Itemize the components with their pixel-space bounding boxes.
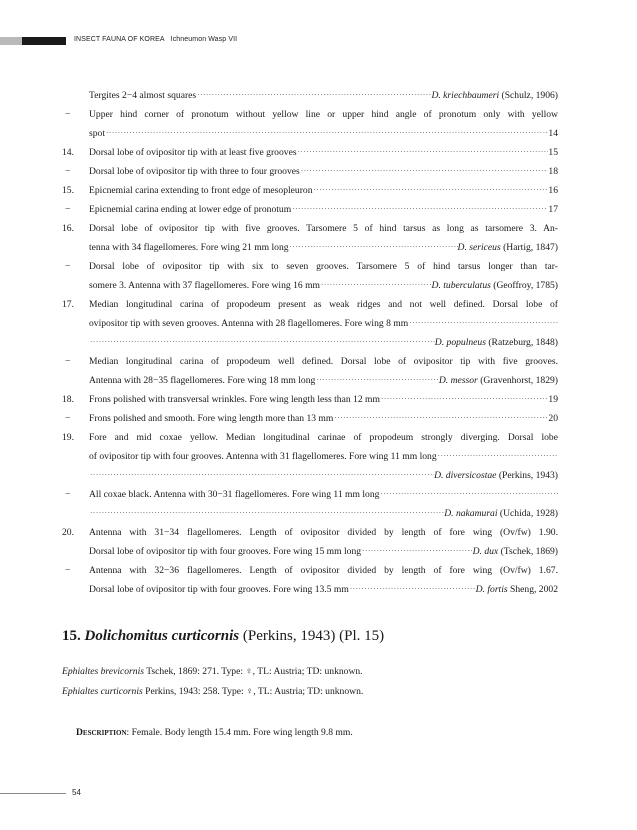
species-result-author: (Perkins, 1943) (496, 470, 558, 481)
key-line-text: Median longitudinal carina of propodeum well defined. Dorsal lobe of ovipositor tip with five grooves. (89, 356, 558, 367)
key-line-result (548, 409, 558, 428)
key-couplet-reference: 20 (548, 413, 558, 424)
key-line (62, 314, 558, 333)
key-couplet-number: − (65, 356, 71, 367)
identification-key (62, 86, 558, 599)
key-line-result (434, 466, 558, 485)
dot-leader (313, 181, 549, 200)
description-text: : Female. Body length 15.4 mm. Fore wing length 9.8 mm. (126, 727, 353, 738)
species-result-author: (Schulz, 1906) (499, 90, 558, 101)
dot-leader (89, 504, 444, 523)
key-line (62, 238, 558, 257)
key-line (62, 105, 558, 124)
key-line (62, 219, 558, 238)
key-line-text: Epicnemial carina extending to front edge of mesopleuron (89, 185, 313, 196)
dot-leader (380, 390, 548, 409)
key-couplet-number: − (65, 204, 71, 215)
key-line (62, 200, 558, 219)
key-line-text: tenna with 34 flagellomeres. Fore wing 21 mm long (89, 242, 289, 253)
key-line-text: Antenna with 31−34 flagellomeres. Length of ovipositor divided by length of fore wing (Ov/fw) 1.90. (89, 527, 558, 538)
key-line (62, 181, 558, 200)
species-number: 15. (62, 628, 81, 644)
key-line (62, 162, 558, 181)
key-line (62, 447, 558, 466)
key-line-result (548, 181, 558, 200)
key-line-result (548, 162, 558, 181)
header-bar-black (22, 37, 66, 45)
key-couplet-number: 14. (62, 147, 74, 158)
species-result: D. populneus (434, 337, 486, 348)
key-line (62, 143, 558, 162)
key-line (62, 580, 558, 599)
key-line-text: Dorsal lobe of ovipositor tip with at least five grooves (89, 147, 297, 158)
key-line-result (473, 542, 558, 561)
dot-leader (89, 333, 435, 352)
key-couplet-reference: 17 (548, 204, 558, 215)
dot-leader (320, 276, 432, 295)
key-couplet-reference: 18 (548, 166, 558, 177)
key-line-text: Tergites 2−4 almost squares (89, 90, 197, 101)
dot-leader (297, 143, 549, 162)
key-line-text: Dorsal lobe of ovipositor tip with five grooves. Tarsomere 5 of hind tarsus as long as tarsomere 3. An- (89, 223, 558, 234)
key-line-text: Median longitudinal carina of propodeum present as weak ridges and not well defined. Dorsal lobe of (89, 299, 558, 310)
key-line-text: Epicnemial carina ending at lower edge of pronotum (89, 204, 292, 215)
dot-leader (89, 466, 434, 485)
key-line-result (431, 86, 558, 105)
species-result: D. tuberculatus (431, 280, 491, 291)
key-line-result (548, 124, 558, 143)
key-line-text: Frons polished with transversal wrinkles. Fore wing length less than 12 mm (89, 394, 380, 405)
key-line-text: spot (89, 128, 105, 139)
key-line (62, 276, 558, 295)
dot-leader (349, 580, 476, 599)
page-number: 54 (72, 788, 81, 797)
key-couplet-reference: 14 (548, 128, 558, 139)
dot-leader (105, 124, 548, 143)
dot-leader (289, 238, 458, 257)
species-result: D. fortis (475, 584, 508, 595)
key-couplet-number: − (65, 261, 71, 272)
key-line (62, 428, 558, 447)
species-result-author: (Ratzeburg, 1848) (485, 337, 558, 348)
key-line-text: Dorsal lobe of ovipositor tip with six to seven grooves. Tarsomere 5 of hind tarsus longer than tar- (89, 261, 558, 272)
key-line-result (548, 390, 558, 409)
key-line-result (548, 143, 558, 162)
dot-leader (300, 162, 549, 181)
dot-leader (291, 200, 548, 219)
key-couplet-number: 19. (62, 432, 74, 443)
key-line (62, 561, 558, 580)
species-result-author: Sheng, 2002 (507, 584, 558, 595)
key-line (62, 352, 558, 371)
species-result: D. messor (438, 375, 478, 386)
key-line-text: Frons polished and smooth. Fore wing length more than 13 mm (89, 413, 334, 424)
key-line-text: somere 3. Antenna with 37 flagellomeres. Fore wing 16 mm (89, 280, 321, 291)
dot-leader (408, 314, 558, 333)
key-line-result (432, 276, 558, 295)
species-result-author: (Uchida, 1928) (497, 508, 558, 519)
key-line-result (458, 238, 558, 257)
key-couplet-number: − (65, 109, 71, 120)
dot-leader (437, 447, 558, 466)
key-line-result (435, 333, 558, 352)
key-line (62, 485, 558, 504)
synonym-name: Ephialtes curticornis (62, 686, 143, 697)
key-couplet-number: 17. (62, 299, 74, 310)
running-header-subtitle: Ichneumon Wasp VII (170, 36, 238, 43)
key-line-text: Dorsal lobe of ovipositor tip with four grooves. Fore wing 15 mm long (89, 546, 362, 557)
key-line (62, 86, 558, 105)
key-couplet-reference: 16 (548, 185, 558, 196)
description-paragraph (76, 727, 353, 738)
key-line (62, 542, 558, 561)
key-couplet-number: 18. (62, 394, 74, 405)
key-couplet-number: − (65, 413, 71, 424)
key-line-text: of ovipositor tip with four grooves. Antenna with 31 flagellomeres. Fore wing 11 mm long (89, 451, 437, 462)
footer-rule (0, 793, 66, 794)
species-result-author: (Tschek, 1869) (498, 546, 558, 557)
species-result-author: (Geoffroy, 1785) (490, 280, 558, 291)
synonym-line (62, 686, 363, 697)
key-line-result (548, 200, 558, 219)
description-label: Description (76, 727, 127, 738)
synonym-details: Tschek, 1869: 271. Type: ♀, TL: Austria; TD: unknown. (143, 666, 363, 677)
key-couplet-number: 16. (62, 223, 74, 234)
key-couplet-reference: 15 (548, 147, 558, 158)
dot-leader (196, 86, 431, 105)
key-line-text: Dorsal lobe of ovipositor tip with four grooves. Fore wing 13.5 mm (89, 584, 349, 595)
key-line (62, 295, 558, 314)
species-result: D. sericeus (457, 242, 501, 253)
key-line-result (444, 504, 558, 523)
running-header (74, 36, 237, 43)
key-line (62, 523, 558, 542)
key-line-text: Antenna with 28−35 flagellomeres. Fore wing 18 mm long (89, 375, 316, 386)
key-line (62, 409, 558, 428)
header-bar-grey (0, 37, 22, 45)
key-line-text: Antenna with 32−36 flagellomeres. Length of ovipositor divided by length of fore wing (Ov/fw) 1.67. (89, 565, 558, 576)
key-line-text: Fore and mid coxae yellow. Median longitudinal carinae of propodeum strongly diverging. Dorsal lobe (89, 432, 558, 443)
species-result: D. kriechbaumeri (431, 90, 500, 101)
key-line (62, 257, 558, 276)
key-line (62, 390, 558, 409)
key-couplet-number: 20. (62, 527, 74, 538)
key-line-text: All coxae black. Antenna with 30−31 flagellomeres. Fore wing 11 mm long (89, 489, 380, 500)
key-line (62, 504, 558, 523)
species-name: Dolichomitus curticornis (84, 628, 240, 644)
synonym-name: Ephialtes brevicornis (62, 666, 144, 677)
key-line (62, 466, 558, 485)
key-couplet-number: − (65, 565, 71, 576)
species-result: D. nakamurai (444, 508, 498, 519)
dot-leader (379, 485, 558, 504)
species-result-author: (Gravenhorst, 1829) (477, 375, 558, 386)
key-line-text: Upper hind corner of pronotum without yellow line or upper hind angle of pronotum only with yellow (89, 109, 558, 120)
species-result-author: (Hartig, 1847) (500, 242, 558, 253)
key-line (62, 333, 558, 352)
species-heading (62, 628, 384, 645)
species-result: D. dux (472, 546, 499, 557)
key-couplet-number: 15. (62, 185, 74, 196)
running-header-title: INSECT FAUNA OF KOREA (74, 36, 165, 43)
key-line-text: ovipositor tip with seven grooves. Antenna with 28 flagellomeres. Fore wing 8 mm (89, 318, 409, 329)
species-result: D. diversicostae (434, 470, 497, 481)
species-author: (Perkins, 1943) (Pl. 15) (239, 628, 385, 644)
dot-leader (333, 409, 548, 428)
synonym-details: Perkins, 1943: 258. Type: ♀, TL: Austria; TD: unknown. (142, 686, 364, 697)
key-couplet-number: − (65, 489, 71, 500)
key-line (62, 124, 558, 143)
key-couplet-number: − (65, 166, 71, 177)
key-line-result (439, 371, 558, 390)
key-couplet-reference: 19 (548, 394, 558, 405)
dot-leader (361, 542, 473, 561)
key-line-text: Dorsal lobe of ovipositor tip with three to four grooves (89, 166, 300, 177)
synonym-line (62, 666, 363, 677)
key-line-result (476, 580, 558, 599)
dot-leader (315, 371, 439, 390)
key-line (62, 371, 558, 390)
